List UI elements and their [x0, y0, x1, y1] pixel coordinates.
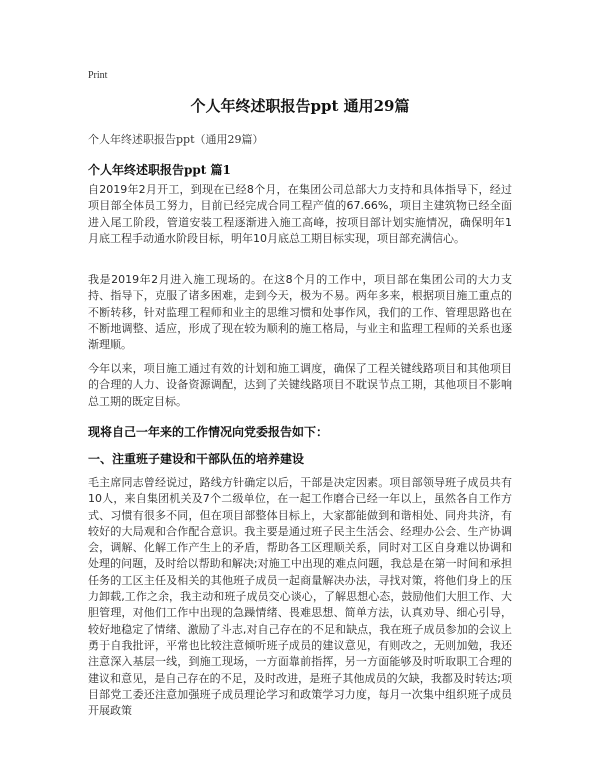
paragraph-1: 自2019年2月开工，到现在已经8个月，在集团公司总部大力支持和具体指导下，经过项目部全体员工努力，目前已经完成合同工程产值的67.66%，项目主建筑物已经全面进入尾工阶段，管道安装工程逐渐进入施工高峰，按项目部计划实施情况，确保明年1月底工程手动通水阶段目标，明年10月底总工期目标实现，项目部充满信心。 — [88, 183, 512, 245]
document-subtitle: 个人年终述职报告ppt（通用29篇） — [88, 133, 264, 146]
paragraph-4: 毛主席同志曾经说过，路线方针确定以后，干部是决定因素。项目部领导班子成员共有10人，来自集团机关及7个二级单位，在一起工作磨合已经一年以上，虽然各自工作方式、习惯有很多不同，但在项目部整体目标上，大家都能做到和谐相处、同舟共济，有较好的大局观和合作配合意识。我主要是通过班子民主生活会、经理办公会、生产协调会，调解、化解工作产生上的矛盾，帮助各工区理顺关系，同时对工区自身难以协调和处理的问题，及时给以帮助和解决;对施工中出现的难点问题，我总是在第一时间和承担任务的工区主任及相关的其他班子成员一起商量解决办法，寻找对策，将他们身上的压力卸载,工作之余，我主动和班子成员交心谈心，了解思想心态，鼓励他们大胆工作、大胆管理，对他们工作中出现的急躁情绪、畏难思想、简单方法，认真劝导、细心引导，较好地稳定了情绪、激励了斗志,对自己存在的不足和缺点，我在班子成员参加的会议上勇于自我批评，平常也比较注意倾听班子成员的建议意见，有则改之，无则加勉，我还注意深入基层一线，到施工现场，一方面靠前指挥，另一方面能够及时听取职工合理的建议和意见，是自己存在的不足，及时改进，是班子其他成员的欠缺，我都及时转达;项目部党工委还注意加强班子成员理论学习和政策学习力度，每月一次集中组织班子成员开展政策 — [88, 476, 512, 718]
section-heading-2: 现将自己一年来的工作情况向党委报告如下： — [88, 425, 329, 439]
section-heading-3: 一、注重班子建设和干部队伍的培养建设 — [88, 452, 305, 466]
paragraph-3: 今年以来，项目施工通过有效的计划和施工调度，确保了工程关键线路项目和其他项目的合理的人力、设备资源调配，达到了关键线路项目不耽误节点工期，其他项目不影响总工期的既定目标。 — [88, 362, 512, 408]
paragraph-2: 我是2019年2月进入施工现场的。在这8个月的工作中，项目部在集团公司的大力支持、指导下，克服了诸多困难，走到今天，极为不易。两年多来，根据项目施工重点的不断转移，针对监理工程师和业主的思维习惯和处事作风，我们的工作、管理思路也在不断地调整、适应，形成了现在较为顺利的施工格局，与业主和监理工程师的关系也逐渐理顺。 — [88, 273, 512, 352]
page-title: 个人年终述职报告ppt 通用29篇 — [190, 97, 410, 115]
section-heading-1: 个人年终述职报告ppt 篇1 — [88, 163, 231, 177]
print-label: Print — [88, 70, 108, 81]
